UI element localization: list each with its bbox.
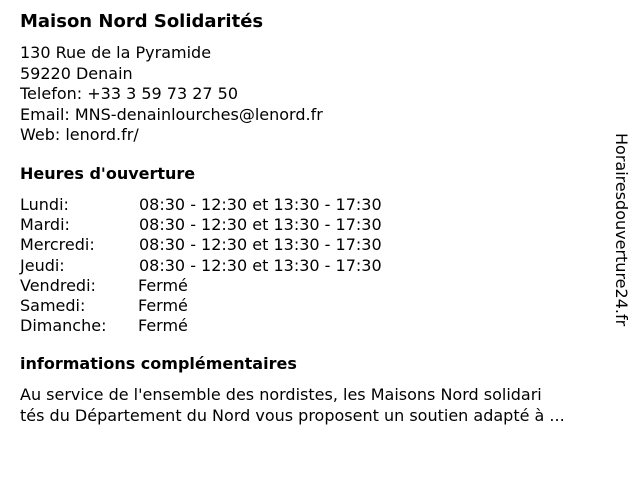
day-hours: Fermé [138,295,188,315]
address-street: 130 Rue de la Pyramide [20,43,212,62]
description-line: Au service de l'ensemble des nordistes, les Maisons Nord solidari [20,385,542,404]
email-line: Email: MNS-denainlourches@lenord.fr [20,104,323,124]
hours-row-thursday [20,256,440,276]
day-label: Samedi: [20,295,86,315]
day-label: Mercredi: [20,235,95,255]
page-title: Maison Nord Solidarités [20,11,264,32]
day-label: Jeudi: [20,255,65,275]
description [20,384,565,426]
hours-table [20,195,440,336]
extra-info-heading: informations complémentaires [20,354,297,373]
day-label: Vendredi: [20,275,96,295]
day-label: Dimanche: [20,316,107,336]
day-hours: 08:30 - 12:30 et 13:30 - 17:30 [139,195,382,214]
day-label: Mardi: [20,215,70,235]
description-line: tés du Département du Nord vous proposent un soutien adapté à ... [20,406,565,425]
address-city: 59220 Denain [20,63,133,83]
hours-row-saturday [20,296,440,316]
hours-row-friday [20,276,440,296]
web-link[interactable]: lenord.fr/ [65,125,139,144]
hours-row-tuesday [20,215,440,235]
web-label: Web: [20,125,66,144]
site-watermark: Horairesdouverture24.fr [612,133,631,327]
phone-line: Telefon: +33 3 59 73 27 50 [20,84,239,103]
day-hours: 08:30 - 12:30 et 13:30 - 17:30 [139,215,382,235]
web-line [20,125,323,146]
day-hours: Fermé [138,316,188,336]
hours-row-wednesday [20,235,440,255]
hours-heading: Heures d'ouverture [20,164,196,183]
day-hours: 08:30 - 12:30 et 13:30 - 17:30 [139,255,382,275]
contact-info [20,43,323,146]
hours-row-sunday [20,316,440,336]
day-hours: Fermé [138,275,188,295]
day-label: Lundi: [20,195,69,214]
day-hours: 08:30 - 12:30 et 13:30 - 17:30 [139,235,382,255]
hours-row-monday [20,195,440,215]
